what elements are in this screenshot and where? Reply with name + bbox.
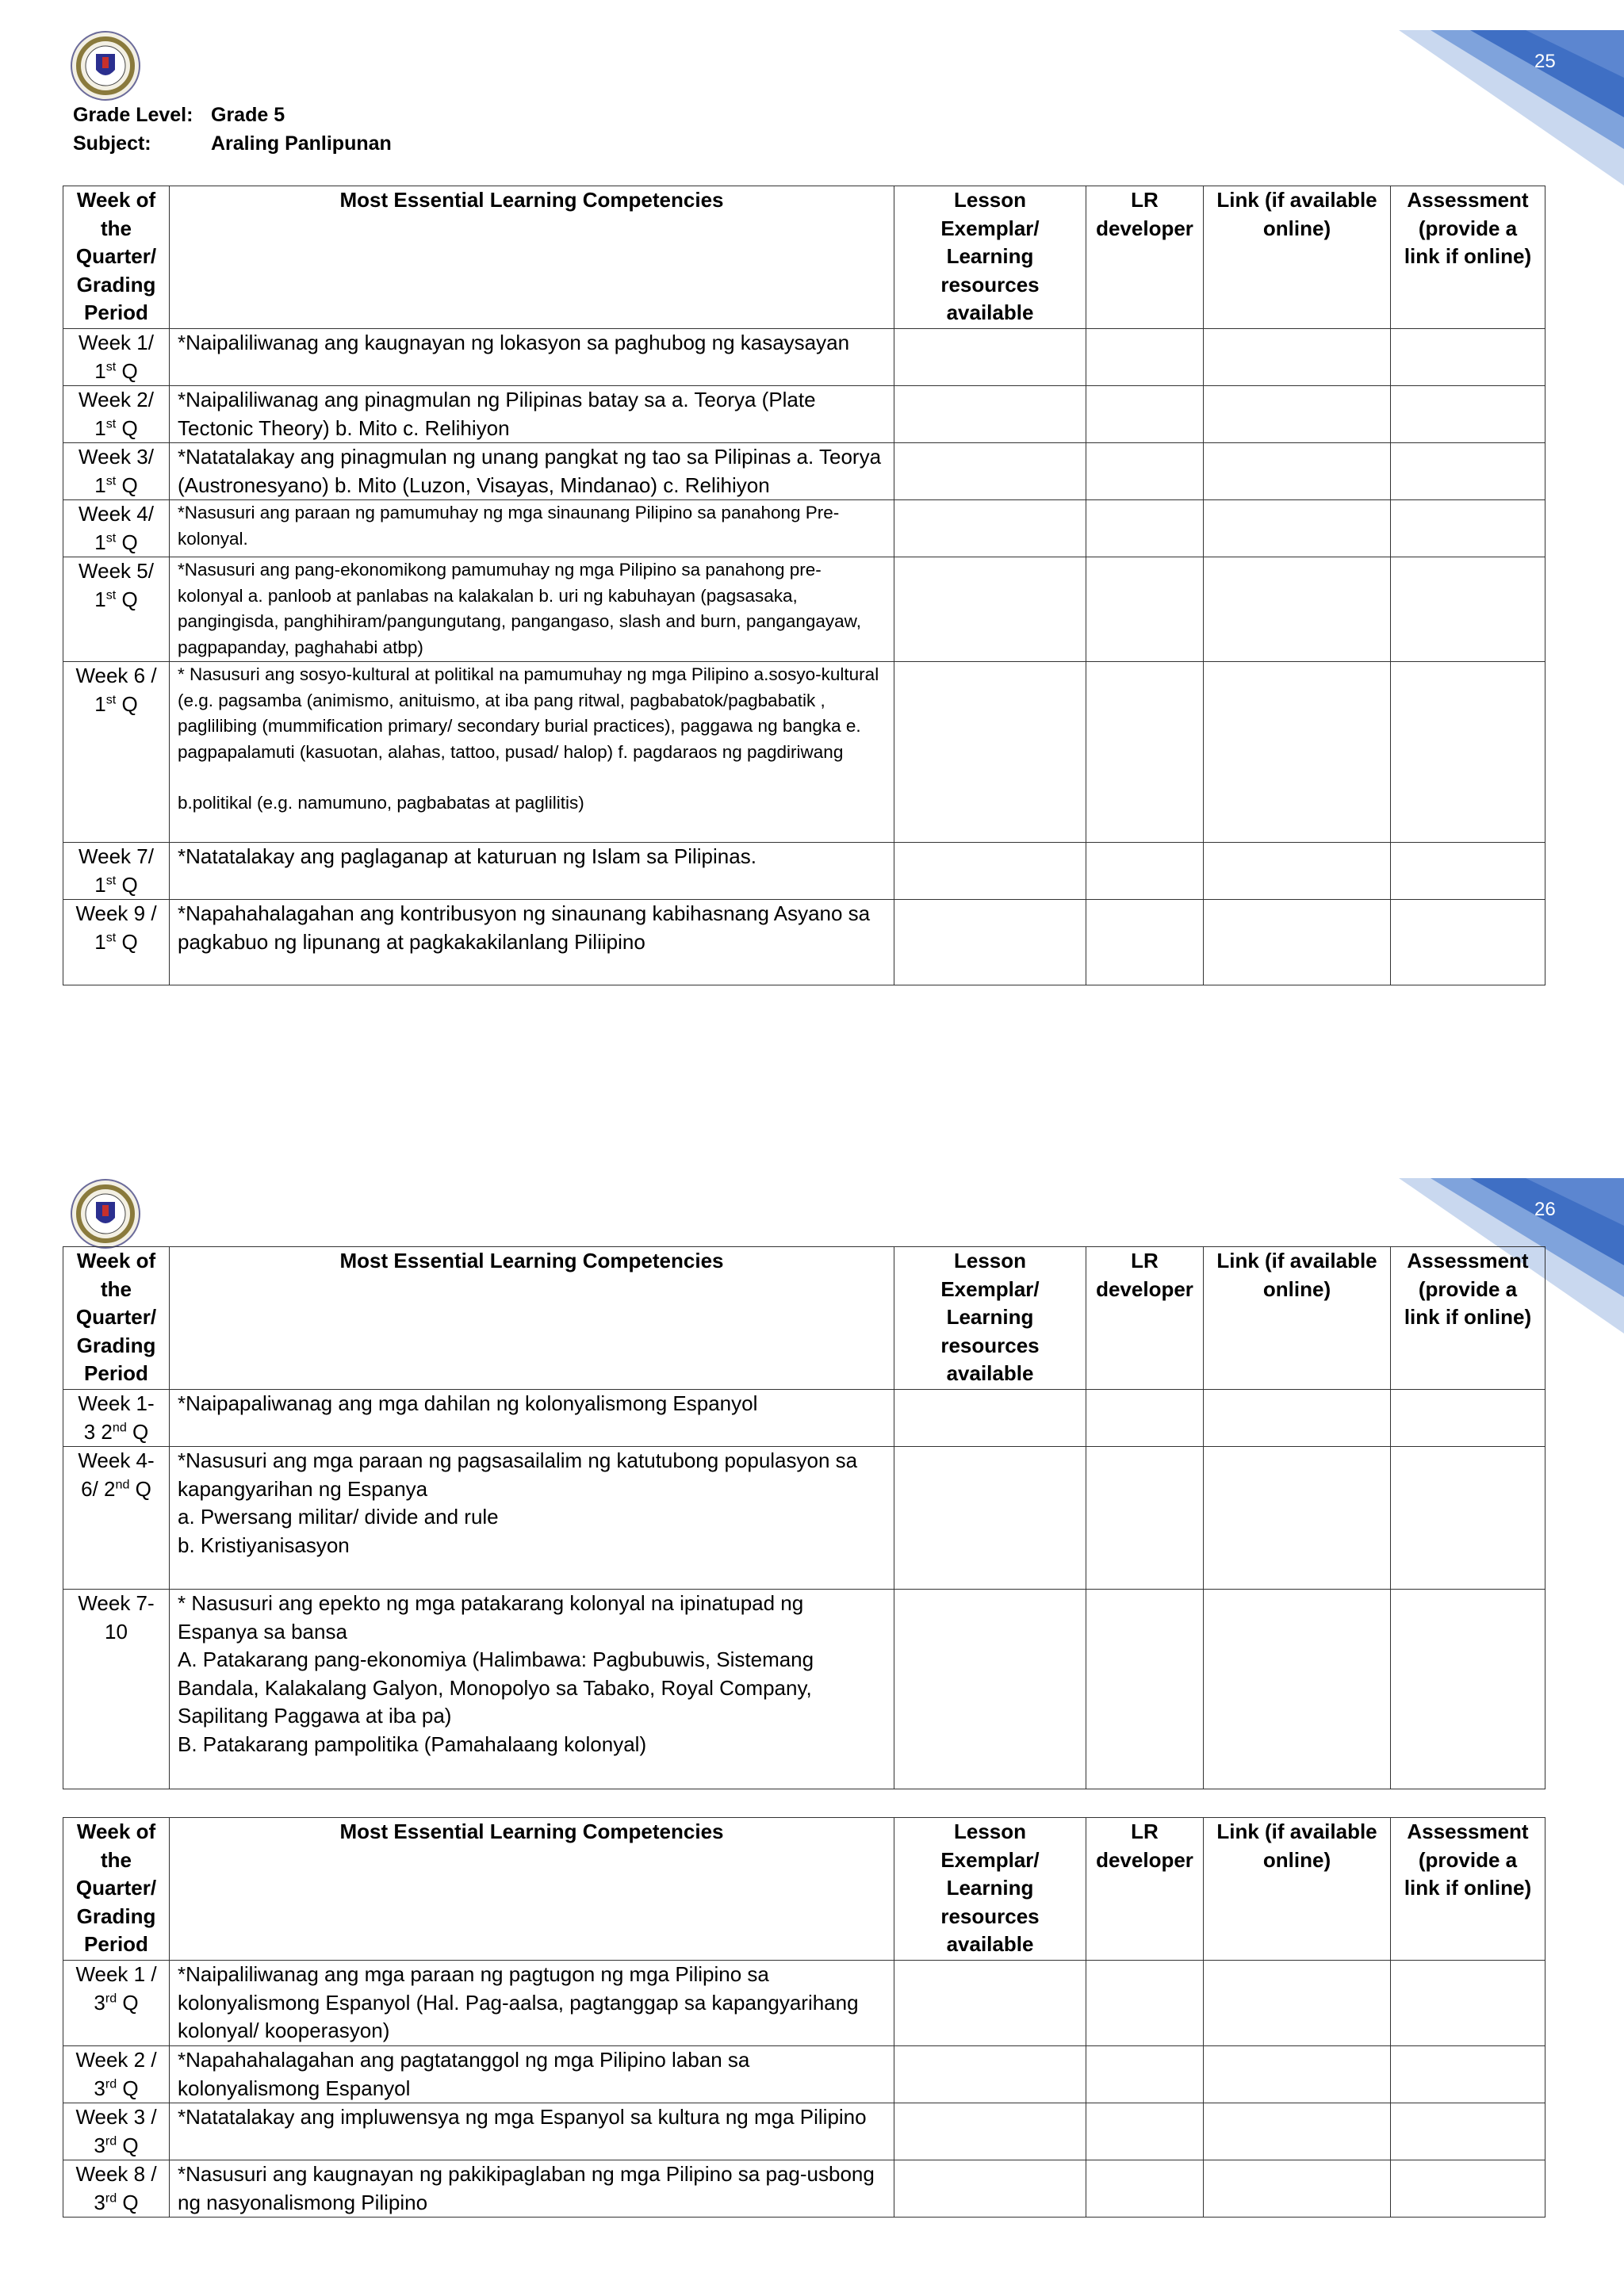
lesson-cell [894, 386, 1086, 443]
table-row [63, 1961, 1545, 2046]
week-cell: Week 1- 3 2nd Q [63, 1390, 170, 1447]
lesson-cell [894, 500, 1086, 557]
week-cell: Week 5/ 1st Q [63, 557, 170, 662]
assessment-cell [1391, 500, 1545, 557]
week-cell: Week 4- 6/ 2nd Q [63, 1447, 170, 1590]
assessment-cell [1391, 900, 1545, 985]
assessment-cell [1391, 1447, 1545, 1590]
week-cell: Week 1 / 3rd Q [63, 1961, 170, 2046]
melc-table-q2 [63, 1246, 1545, 1789]
assessment-cell [1391, 2160, 1545, 2218]
melc-table-q3 [63, 1817, 1545, 2218]
lesson-cell [894, 900, 1086, 985]
table-row [63, 2046, 1545, 2103]
grade-level-value: Grade 5 [211, 104, 285, 126]
lesson-cell [894, 443, 1086, 500]
lr-cell [1086, 1961, 1204, 2046]
week-cell: Week 2 / 3rd Q [63, 2046, 170, 2103]
assessment-cell [1391, 662, 1545, 843]
table-header-row [63, 186, 1545, 329]
lesson-cell [894, 2160, 1086, 2218]
table-row [63, 386, 1545, 443]
competency-cell: *Nasusuri ang pang-ekonomikong pamumuhay ng mga Pilipino sa panahong pre-kolonyal a. panloob at panlabas na kalakalan b. uri ng kabuhayan (pagsasaka, pangingisda, panghihiram/pangungutang, pangangaso, slash and burn, pangangayaw, pagpapanday, paghahabi atbp) [170, 557, 894, 662]
header-link: Link (if available online) [1204, 186, 1391, 329]
table-row [63, 500, 1545, 557]
assessment-cell [1391, 1961, 1545, 2046]
lesson-cell [894, 662, 1086, 843]
competency-cell: *Natatalakay ang pinagmulan ng unang pangkat ng tao sa Pilipinas a. Teorya (Austronesyano) b. Mito (Luzon, Visayas, Mindanao) c. Relihiyon [170, 443, 894, 500]
lesson-cell [894, 557, 1086, 662]
lr-cell [1086, 443, 1204, 500]
lr-cell [1086, 2046, 1204, 2103]
table-row [63, 900, 1545, 985]
link-cell [1204, 662, 1391, 843]
corner-banner [1399, 30, 1624, 186]
table-row [63, 443, 1545, 500]
week-cell: Week 7/ 1st Q [63, 843, 170, 900]
lesson-cell [894, 2103, 1086, 2160]
week-cell: Week 6 / 1st Q [63, 662, 170, 843]
week-cell: Week 7- 10 [63, 1590, 170, 1789]
week-cell: Week 1/ 1st Q [63, 329, 170, 386]
table-row [63, 557, 1545, 662]
assessment-cell [1391, 2103, 1545, 2160]
link-cell [1204, 500, 1391, 557]
lr-cell [1086, 2103, 1204, 2160]
lesson-cell [894, 1447, 1086, 1590]
lr-cell [1086, 2160, 1204, 2218]
week-cell: Week 3/ 1st Q [63, 443, 170, 500]
link-cell [1204, 2103, 1391, 2160]
competency-cell: *Naipaliliwanag ang pinagmulan ng Pilipinas batay sa a. Teorya (Plate Tectonic Theory) b. Mito c. Relihiyon [170, 386, 894, 443]
page-number: 25 [1534, 51, 1556, 72]
lr-cell [1086, 386, 1204, 443]
header-competencies: Most Essential Learning Competencies [170, 1247, 894, 1390]
lesson-cell [894, 2046, 1086, 2103]
table-row [63, 662, 1545, 843]
melc-table-q1 [63, 186, 1545, 985]
link-cell [1204, 900, 1391, 985]
header-week: Week of the Quarter/ Grading Period [63, 1247, 170, 1390]
competency-cell: *Naipaliliwanag ang mga paraan ng pagtugon ng mga Pilipino sa kolonyalismong Espanyol (Hal. Pag-aalsa, pagtanggap sa kapangyarihang kolonyal/ kooperasyon) [170, 1961, 894, 2046]
competency-cell: *Napahahalagahan ang pagtatanggol ng mga Pilipino laban sa kolonyalismong Espanyol [170, 2046, 894, 2103]
link-cell [1204, 1590, 1391, 1789]
link-cell [1204, 843, 1391, 900]
header-competencies: Most Essential Learning Competencies [170, 186, 894, 329]
subject-line [73, 129, 392, 158]
lr-cell [1086, 329, 1204, 386]
week-cell: Week 8 / 3rd Q [63, 2160, 170, 2218]
header-lesson-exemplar: Lesson Exemplar/ Learning resources available [894, 186, 1086, 329]
subject-value: Araling Panlipunan [211, 132, 392, 155]
table-row [63, 843, 1545, 900]
assessment-cell [1391, 329, 1545, 386]
table-row [63, 1390, 1545, 1447]
assessment-cell [1391, 2046, 1545, 2103]
week-cell: Week 3 / 3rd Q [63, 2103, 170, 2160]
link-cell [1204, 443, 1391, 500]
table-row [63, 2160, 1545, 2218]
header-lr-developer: LR developer [1086, 1818, 1204, 1961]
link-cell [1204, 1447, 1391, 1590]
assessment-cell [1391, 1590, 1545, 1789]
competency-cell: *Naipaliliwanag ang kaugnayan ng lokasyon sa paghubog ng kasaysayan [170, 329, 894, 386]
lr-cell [1086, 1447, 1204, 1590]
lr-cell [1086, 1390, 1204, 1447]
lr-cell [1086, 557, 1204, 662]
lesson-cell [894, 329, 1086, 386]
table-row [63, 1447, 1545, 1590]
lr-cell [1086, 1590, 1204, 1789]
week-cell: Week 2/ 1st Q [63, 386, 170, 443]
table-row [63, 1590, 1545, 1789]
link-cell [1204, 557, 1391, 662]
lesson-cell [894, 843, 1086, 900]
competency-cell: *Nasusuri ang paraan ng pamumuhay ng mga sinaunang Pilipino sa panahong Pre-kolonyal. [170, 500, 894, 557]
competency-cell: *Nasusuri ang mga paraan ng pagsasailalim ng katutubong populasyon sa kapangyarihan ng Espanya a. Pwersang militar/ divide and rule b. Kristiyanisasyon [170, 1447, 894, 1590]
competency-cell: *Napahahalagahan ang kontribusyon ng sinaunang kabihasnang Asyano sa pagkabuo ng lipunang at pagkakakilanlang Piliipino [170, 900, 894, 985]
lesson-cell [894, 1390, 1086, 1447]
header-assessment: Assessment (provide a link if online) [1391, 1247, 1545, 1390]
header-week: Week of the Quarter/ Grading Period [63, 186, 170, 329]
lesson-cell [894, 1590, 1086, 1789]
week-cell: Week 9 / 1st Q [63, 900, 170, 985]
competency-text-politikal: b.politikal (e.g. namumuno, pagbabatas at paglilitis) [178, 793, 584, 813]
assessment-cell [1391, 557, 1545, 662]
page-26 [0, 1148, 1624, 2296]
lr-cell [1086, 500, 1204, 557]
assessment-cell [1391, 843, 1545, 900]
link-cell [1204, 2160, 1391, 2218]
lr-cell [1086, 900, 1204, 985]
header-assessment: Assessment (provide a link if online) [1391, 1818, 1545, 1961]
deped-seal-icon [70, 30, 141, 101]
lesson-cell [894, 1961, 1086, 2046]
competency-cell [170, 662, 894, 843]
competency-cell: * Nasusuri ang epekto ng mga patakarang kolonyal na ipinatupad ng Espanya sa bansa A. Patakarang pang-ekonomiya (Halimbawa: Pagbubuwis, Sistemang Bandala, Kalakalang Galyon, Monopolyo sa Tabako, Royal Company, Sapilitang Paggawa at iba pa) B. Patakarang pampolitika (Pamahalaang kolonyal) [170, 1590, 894, 1789]
competency-cell: *Naipapaliwanag ang mga dahilan ng kolonyalismong Espanyol [170, 1390, 894, 1447]
link-cell [1204, 1390, 1391, 1447]
header-lesson-exemplar: Lesson Exemplar/ Learning resources available [894, 1818, 1086, 1961]
table-header-row [63, 1247, 1545, 1390]
competency-cell: *Natatalakay ang paglaganap at katuruan ng Islam sa Pilipinas. [170, 843, 894, 900]
header-lr-developer: LR developer [1086, 186, 1204, 329]
link-cell [1204, 2046, 1391, 2103]
competency-cell: *Nasusuri ang kaugnayan ng pakikipaglaban ng mga Pilipino sa pag-usbong ng nasyonalismong Pilipino [170, 2160, 894, 2218]
week-cell: Week 4/ 1st Q [63, 500, 170, 557]
link-cell [1204, 1961, 1391, 2046]
table-row [63, 2103, 1545, 2160]
assessment-cell [1391, 386, 1545, 443]
header-week: Week of the Quarter/ Grading Period [63, 1818, 170, 1961]
header-link: Link (if available online) [1204, 1247, 1391, 1390]
header-lr-developer: LR developer [1086, 1247, 1204, 1390]
deped-seal-icon [70, 1178, 141, 1249]
assessment-cell [1391, 443, 1545, 500]
link-cell [1204, 386, 1391, 443]
competency-text: * Nasusuri ang sosyo-kultural at politikal na pamumuhay ng mga Pilipino a.sosyo-kultural (e.g. pagsamba (animismo, anituismo, at iba pang ritwal, pagbabatok/pagbabatik , paglilibing (mummification primary/ secondary burial practices), paggawa ng bangka e. pagpapalamuti (kasuotan, alahas, tattoo, pusad/ halop) f. pagdaraos ng pagdiriwang [178, 664, 879, 762]
header-lesson-exemplar: Lesson Exemplar/ Learning resources available [894, 1247, 1086, 1390]
competency-cell: *Natatalakay ang impluwensya ng mga Espanyol sa kultura ng mga Pilipino [170, 2103, 894, 2160]
table-row [63, 329, 1545, 386]
subject-label: Subject: [73, 132, 151, 155]
table-header-row [63, 1818, 1545, 1961]
lr-cell [1086, 843, 1204, 900]
grade-level-line [73, 101, 285, 129]
header-competencies: Most Essential Learning Competencies [170, 1818, 894, 1961]
header-link: Link (if available online) [1204, 1818, 1391, 1961]
grade-level-label: Grade Level: [73, 104, 193, 126]
lr-cell [1086, 662, 1204, 843]
header-assessment: Assessment (provide a link if online) [1391, 186, 1545, 329]
link-cell [1204, 329, 1391, 386]
assessment-cell [1391, 1390, 1545, 1447]
page-number: 26 [1534, 1199, 1556, 1220]
